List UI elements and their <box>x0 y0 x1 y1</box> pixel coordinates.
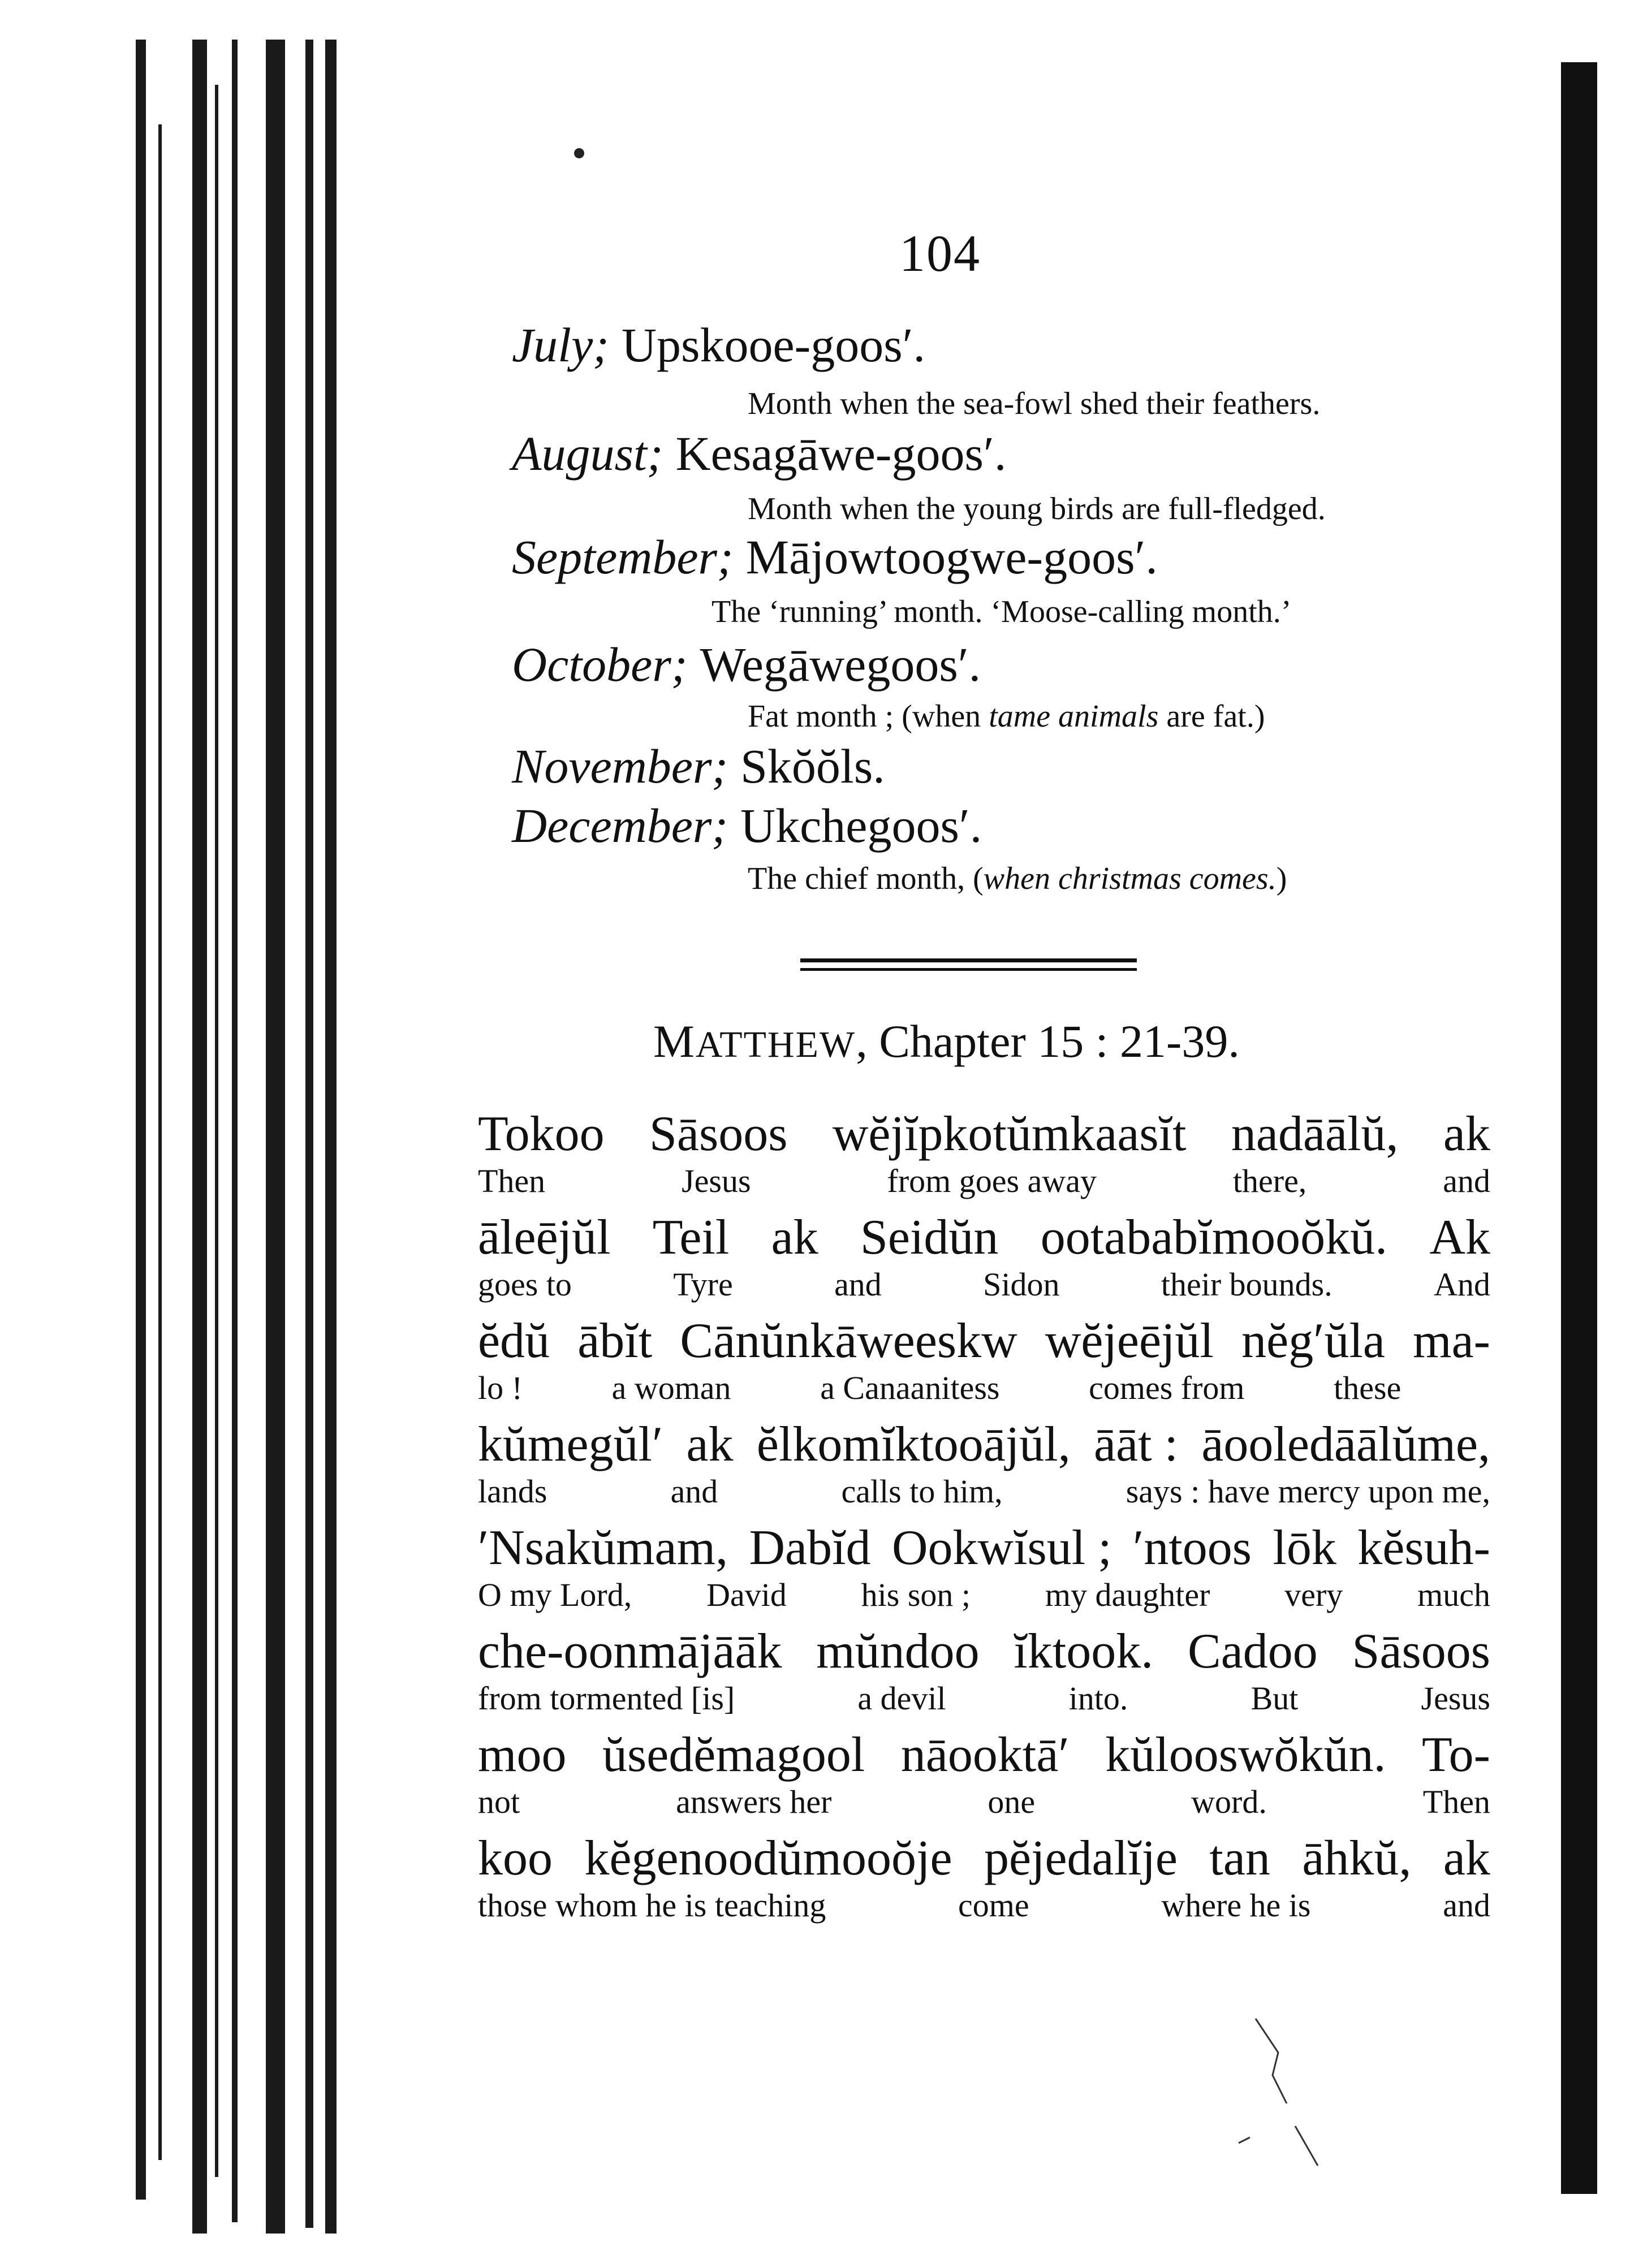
month-separator: ; <box>711 739 728 793</box>
section-rule-top <box>800 958 1137 962</box>
micmac-word: ak <box>1443 1831 1490 1886</box>
micmac-word: Cadoo <box>1188 1624 1318 1679</box>
gloss-word: O my Lord, <box>478 1576 632 1613</box>
gloss-word: Then <box>1422 1783 1490 1820</box>
gloss-word: and <box>834 1266 882 1303</box>
gloss-word: Then <box>478 1163 546 1199</box>
page-number: 104 <box>899 224 981 282</box>
gloss-word: a Canaanitess <box>820 1370 1000 1406</box>
gloss-word: calls to him, <box>841 1473 1003 1510</box>
micmac-word: nāooktā′ <box>900 1727 1070 1782</box>
page-edge-right <box>1561 62 1597 2194</box>
micmac-word: mŭndoo <box>816 1624 980 1679</box>
gloss-word: Sidon <box>983 1266 1060 1303</box>
ink-speck <box>574 148 584 158</box>
micmac-word: ābĭt <box>577 1314 653 1368</box>
gloss-word: one <box>987 1783 1036 1820</box>
micmac-month-word: Ukchegoos′. <box>740 798 982 853</box>
micmac-word: pĕjedalĭje <box>984 1831 1178 1886</box>
micmac-word: āleējŭl <box>478 1210 611 1265</box>
month-separator: ; <box>646 426 663 481</box>
micmac-word: kĕgenoodŭmooŏje <box>584 1831 952 1886</box>
english-gloss-line <box>478 1472 1490 1510</box>
micmac-line <box>478 1830 1490 1887</box>
gloss-word: word. <box>1191 1783 1267 1820</box>
gloss-word: a woman <box>611 1370 731 1406</box>
month-description: Month when the sea-fowl shed their feathers. <box>748 386 1321 421</box>
micmac-word: ak <box>1443 1107 1490 1161</box>
micmac-word: Sāsoos <box>649 1107 788 1161</box>
micmac-word: Dabĭd <box>749 1520 871 1575</box>
micmac-word: Sāsoos <box>1352 1624 1490 1679</box>
micmac-word: ′Nsakŭmam, <box>478 1520 728 1575</box>
micmac-word: ′ntoos <box>1133 1520 1252 1575</box>
gloss-word: says : have mercy upon me, <box>1125 1473 1490 1510</box>
micmac-word: nadāālŭ, <box>1231 1107 1399 1161</box>
micmac-word: koo <box>478 1831 553 1886</box>
gloss-word: there, <box>1232 1163 1307 1199</box>
micmac-line <box>478 1416 1490 1473</box>
page-edge-left <box>136 40 339 2234</box>
micmac-word: tan <box>1209 1831 1270 1886</box>
micmac-line <box>478 1519 1490 1576</box>
month-description: Fat month ; (when tame animals are fat.) <box>748 699 1265 734</box>
chapter-reference: , Chapter 15 : 21-39. <box>856 1016 1240 1067</box>
gloss-word: comes from <box>1089 1370 1245 1406</box>
micmac-word: wĕjeējŭl <box>1045 1314 1214 1368</box>
gloss-word: much <box>1417 1576 1490 1613</box>
month-description: Month when the young birds are full-fledged. <box>748 491 1326 526</box>
gloss-word: goes to <box>478 1266 572 1303</box>
micmac-month-word: Wegāwegoos′. <box>700 637 981 692</box>
month-name: September <box>512 530 717 584</box>
month-entry-october <box>512 636 981 693</box>
month-description: The chief month, (when christmas comes.) <box>748 861 1287 896</box>
english-gloss-line <box>478 1265 1490 1303</box>
gloss-word: lands <box>478 1473 547 1510</box>
micmac-month-word: Kesagāwe-goos′. <box>675 426 1007 481</box>
gloss-word: and <box>1443 1887 1490 1924</box>
month-separator: ; <box>711 798 728 853</box>
micmac-line <box>478 1209 1490 1266</box>
micmac-line <box>478 1623 1490 1680</box>
gloss-word: and <box>670 1473 718 1510</box>
gloss-word: But <box>1250 1680 1299 1717</box>
gloss-word: those whom he is teaching <box>478 1887 826 1924</box>
english-gloss-line <box>478 1679 1490 1717</box>
micmac-word: che-oonmājāāk <box>478 1624 782 1679</box>
gloss-word: their bounds. <box>1161 1266 1332 1303</box>
month-entry-july <box>512 317 925 373</box>
micmac-word: Seidŭn <box>860 1210 999 1265</box>
month-separator: ; <box>671 637 688 692</box>
micmac-word: ĕlkomĭktooājŭl, <box>756 1417 1071 1472</box>
micmac-word: ootababĭmooŏkŭ. <box>1040 1210 1388 1265</box>
gloss-word: And <box>1434 1266 1490 1303</box>
micmac-word: āooledāālŭme, <box>1201 1417 1490 1472</box>
micmac-word: Ookwĭsul ; <box>891 1520 1112 1575</box>
month-entry-august <box>512 425 1006 482</box>
gloss-word: Jesus <box>1421 1680 1490 1717</box>
gloss-word: not <box>478 1783 520 1820</box>
gloss-word: his son ; <box>861 1576 971 1613</box>
gloss-word: come <box>958 1887 1029 1924</box>
month-separator: ; <box>717 530 734 584</box>
section-rule-bottom <box>800 968 1137 971</box>
english-gloss-line <box>478 1886 1490 1924</box>
micmac-word: Cānŭnkāweeskw <box>680 1314 1017 1368</box>
gloss-word: and <box>1443 1163 1490 1199</box>
month-description: The ‘running’ month. ‘Moose-calling month.’ <box>711 594 1292 629</box>
micmac-word: kŭmegŭl′ <box>478 1417 663 1472</box>
chapter-book: MATTHEW <box>653 1016 856 1067</box>
micmac-month-word: Upskooe-goos′. <box>621 318 926 372</box>
gloss-word: these <box>1334 1370 1401 1406</box>
micmac-month-word: Skŏŏls. <box>740 739 885 793</box>
micmac-word: wĕjĭpkotŭmkaasĭt <box>832 1107 1187 1161</box>
micmac-word: nĕg′ŭla <box>1241 1314 1385 1368</box>
micmac-month-word: Mājowtoogwe-goos′. <box>745 530 1158 584</box>
micmac-word: āhkŭ, <box>1302 1831 1412 1886</box>
gloss-word: answers her <box>676 1783 832 1820</box>
micmac-word: ak <box>686 1417 734 1472</box>
english-gloss-line <box>478 1162 1490 1200</box>
micmac-word: ĭktook. <box>1014 1624 1154 1679</box>
gloss-word: a devil <box>857 1680 946 1717</box>
month-entry-november <box>512 738 885 794</box>
micmac-word: ĕdŭ <box>478 1314 550 1368</box>
month-entry-december <box>512 797 982 854</box>
micmac-word: ŭsedĕmagool <box>602 1727 865 1782</box>
gloss-word: from tormented [is] <box>478 1680 735 1717</box>
micmac-word: lōk <box>1273 1520 1336 1575</box>
micmac-word: āāt : <box>1094 1417 1179 1472</box>
gloss-word: my daughter <box>1045 1576 1210 1613</box>
micmac-word: kŭlooswŏkŭn. <box>1105 1727 1386 1782</box>
stray-marks <box>1233 2013 1346 2183</box>
micmac-word: Tokoo <box>478 1107 605 1161</box>
english-gloss-line <box>478 1576 1490 1614</box>
month-name: December <box>512 798 712 853</box>
gloss-word: where he is <box>1161 1887 1311 1924</box>
chapter-heading <box>653 1015 1240 1068</box>
micmac-line <box>478 1726 1490 1783</box>
micmac-word: moo <box>478 1727 567 1782</box>
english-gloss-line <box>478 1369 1490 1407</box>
month-name: November <box>512 739 712 793</box>
gloss-word: into. <box>1068 1680 1128 1717</box>
month-entry-september <box>512 529 1158 585</box>
month-name: August <box>512 426 647 481</box>
month-name: July <box>512 318 593 372</box>
gloss-word: Jesus <box>682 1163 751 1199</box>
gloss-word: Tyre <box>673 1266 733 1303</box>
micmac-word: ma- <box>1413 1314 1490 1368</box>
micmac-word: Ak <box>1429 1210 1490 1265</box>
micmac-word: ak <box>771 1210 818 1265</box>
gloss-word: David <box>706 1576 787 1613</box>
micmac-line <box>478 1312 1490 1370</box>
month-name: October <box>512 637 671 692</box>
english-gloss-line <box>478 1783 1490 1821</box>
micmac-word: kĕsuh- <box>1357 1520 1490 1575</box>
micmac-word: To- <box>1422 1727 1490 1782</box>
month-separator: ; <box>593 318 609 372</box>
gloss-word: very <box>1284 1576 1343 1613</box>
micmac-word: Teil <box>652 1210 730 1265</box>
gloss-word: from goes away <box>887 1163 1097 1199</box>
gloss-word: lo ! <box>478 1370 523 1406</box>
micmac-line <box>478 1105 1490 1163</box>
